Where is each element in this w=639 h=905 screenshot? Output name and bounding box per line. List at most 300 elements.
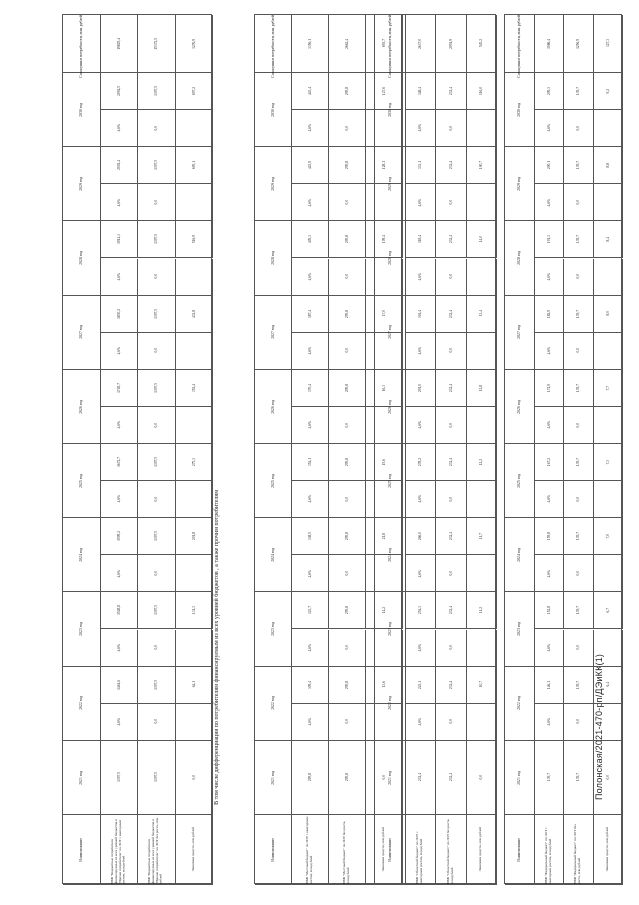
row-value: 232,4 <box>448 309 453 318</box>
year-header: 2025 год <box>270 473 275 488</box>
row-pct: 4,6% <box>307 346 312 355</box>
row-pct-cell <box>329 184 366 221</box>
year-header-cell <box>255 296 292 370</box>
row-label-cell <box>329 815 366 885</box>
row-pct: 0,0 <box>154 125 159 131</box>
row-label: Экономия средств, млн.рублей <box>381 827 386 872</box>
row-value: 232,4 <box>448 680 453 689</box>
row-value-cell <box>564 592 594 629</box>
row-label: НВВ "Местный бюджет" по ЭОТ без роста, млн.рублей <box>342 820 350 884</box>
row-pct: 0,0 <box>344 348 349 353</box>
row-pct: 0,0 <box>344 719 349 724</box>
row-label: НВВ "Областной бюджет" по ЭОТ без роста, млн.рублей <box>445 818 454 884</box>
row-value-cell <box>101 592 139 629</box>
row-total: 19825,4 <box>116 37 121 50</box>
row-value: 291,0 <box>418 383 423 392</box>
row-value: 139,7 <box>576 532 581 541</box>
year-header-cell <box>255 221 292 295</box>
year-header-cell <box>63 518 101 592</box>
row-value: 146,1 <box>546 680 551 689</box>
row-pct: 0,0 <box>154 571 159 576</box>
row-value: 1672,7 <box>116 457 121 467</box>
row-value: 352,4 <box>191 383 196 392</box>
row-pct-cell <box>594 333 624 370</box>
row-pct: 4,6% <box>116 346 121 355</box>
row-value-cell <box>176 667 214 704</box>
row-value-cell <box>329 73 366 110</box>
row-pct-cell <box>564 407 594 444</box>
year-header-cell <box>63 73 101 147</box>
row-value: 147,6 <box>381 87 386 96</box>
row-pct: 0,0 <box>448 422 453 428</box>
row-value-cell <box>564 444 594 481</box>
row-value-cell <box>436 147 467 184</box>
row-value-cell <box>138 741 176 815</box>
row-value-cell <box>176 444 214 481</box>
row-total-cell <box>329 15 366 73</box>
row-pct: 0,0 <box>576 645 581 650</box>
row-value: 232,4 <box>448 606 453 615</box>
row-pct-cell <box>535 481 565 518</box>
row-pct-cell <box>535 333 565 370</box>
row-pct: 0,0 <box>576 125 581 131</box>
row-pct-cell <box>436 630 467 667</box>
row-value: 1397,5 <box>154 457 159 467</box>
row-value-cell <box>101 370 139 407</box>
row-value: 232,4 <box>448 458 453 467</box>
row-value: 309,4 <box>307 680 312 689</box>
year-header-cell <box>63 147 101 221</box>
year-header: 2026 год <box>270 399 275 414</box>
row-value-cell <box>176 147 214 184</box>
row-value: 139,7 <box>576 458 581 467</box>
total-header: Совокупные потребности, млн. рублей <box>387 15 392 78</box>
year-header-cell <box>375 370 406 444</box>
row-value: 295,8 <box>344 680 349 689</box>
row-value-cell <box>292 73 329 110</box>
row-value: 8,8 <box>605 162 610 168</box>
row-value: 14,2 <box>381 607 386 614</box>
row-pct-cell <box>436 555 467 592</box>
row-value-cell <box>406 592 437 629</box>
row-value: 232,4 <box>418 773 423 782</box>
row-label-cell <box>406 815 437 885</box>
row-value: 139,7 <box>576 680 581 689</box>
year-header: 2028 год <box>387 251 392 265</box>
row-value: 295,8 <box>344 235 349 244</box>
row-pct-cell <box>594 407 624 444</box>
row-value: 0,0 <box>479 775 484 780</box>
row-value-cell <box>535 147 565 184</box>
row-pct-cell <box>467 259 498 296</box>
total-header: Совокупные потребности, млн. рублей <box>79 15 84 78</box>
row-value-cell <box>292 444 329 481</box>
row-value: 295,8 <box>344 458 349 467</box>
row-value-cell <box>467 741 498 815</box>
year-header-cell <box>505 444 535 518</box>
row-value: 139,7 <box>576 383 581 392</box>
row-value: 209,3 <box>546 87 551 96</box>
year-header: 2024 год <box>79 547 84 562</box>
row-value: 159,8 <box>546 532 551 541</box>
row-pct: 0,0 <box>344 645 349 650</box>
year-header: 2027 год <box>387 325 392 340</box>
row-value: 139,7 <box>576 235 581 244</box>
row-pct-cell <box>101 555 139 592</box>
row-value: 17,0 <box>381 310 386 317</box>
row-pct-cell <box>467 481 498 518</box>
row-pct: 0,0 <box>448 571 453 576</box>
row-value-cell <box>594 370 624 407</box>
year-header: 2024 год <box>270 547 275 562</box>
row-pct: 0,0 <box>576 348 581 353</box>
row-pct: 0,0 <box>344 125 349 131</box>
row-total: 327,3 <box>605 39 610 48</box>
row-value: 323,7 <box>307 606 312 615</box>
row-pct-cell <box>564 481 594 518</box>
year-header-cell <box>375 73 406 147</box>
row-value: 370,4 <box>307 383 312 392</box>
row-value: 1397,5 <box>116 772 121 783</box>
year-header: 2030 год <box>517 102 522 117</box>
row-pct-cell <box>101 407 139 444</box>
row-value: 1397,5 <box>154 772 159 783</box>
row-total: 1256,9 <box>576 38 581 49</box>
row-total: 3276,9 <box>191 38 196 49</box>
year-header: 2026 год <box>79 399 84 414</box>
name-header-cell <box>505 815 535 885</box>
row-pct: 4,6% <box>546 495 551 503</box>
row-pct: 4,6% <box>546 569 551 578</box>
row-label: Экономия средств, млн.рублей <box>478 827 483 872</box>
row-value-cell <box>594 444 624 481</box>
row-pct-cell <box>467 630 498 667</box>
name-header-cell <box>255 815 292 885</box>
row-value-cell <box>101 73 139 110</box>
row-value-cell <box>101 518 139 555</box>
year-header: 2021 год <box>270 770 275 785</box>
name-header-cell <box>63 815 101 885</box>
row-value: 232,4 <box>448 383 453 392</box>
row-pct: 0,0 <box>344 496 349 502</box>
year-header-cell <box>505 592 535 666</box>
row-value-cell <box>292 147 329 184</box>
row-pct: 0,0 <box>576 422 581 428</box>
row-pct-cell <box>594 704 624 741</box>
row-value-cell <box>406 296 437 333</box>
year-header-cell <box>375 296 406 370</box>
row-value: 333,1 <box>418 161 423 170</box>
row-value: 174,9 <box>546 383 551 392</box>
row-value: 2002,4 <box>116 160 121 171</box>
table-3 <box>374 14 496 884</box>
year-header-cell <box>505 370 535 444</box>
row-total: 693,7 <box>381 39 386 48</box>
row-value: 1599,2 <box>116 531 121 542</box>
row-pct-cell <box>176 184 214 221</box>
total-header: Совокупные потребности, млн. рублей <box>517 15 522 78</box>
row-value-cell <box>564 741 594 815</box>
row-pct-cell <box>406 481 437 518</box>
row-total-cell <box>292 15 329 73</box>
row-value-cell <box>564 667 594 704</box>
row-label: НВВ "Федеральный бюджет" по ЭОТ без роста, млн.рублей <box>573 824 582 884</box>
row-value-cell <box>138 444 176 481</box>
row-value-cell <box>101 296 139 333</box>
year-header: 2027 год <box>79 325 84 340</box>
row-value-cell <box>329 518 366 555</box>
year-header-cell <box>375 444 406 518</box>
year-header: 2027 год <box>517 325 522 340</box>
row-pct: 0,0 <box>576 571 581 576</box>
row-value: 201,8 <box>191 532 196 541</box>
row-total: 2662,4 <box>344 38 349 49</box>
row-value: 13,4 <box>479 310 484 317</box>
row-pct-cell <box>176 555 214 592</box>
row-total: 3356,1 <box>307 38 312 49</box>
row-value-cell <box>467 370 498 407</box>
name-header-cell <box>375 815 406 885</box>
row-value: 295,8 <box>344 87 349 96</box>
year-header-cell <box>375 221 406 295</box>
year-header-cell <box>505 147 535 221</box>
row-value-cell <box>176 592 214 629</box>
row-pct: 0,0 <box>344 571 349 576</box>
row-pct-cell <box>101 481 139 518</box>
year-header: 2023 год <box>270 622 275 636</box>
row-total: 2637,0 <box>418 38 423 49</box>
row-value: 1749,7 <box>116 382 121 393</box>
row-pct: 4,6% <box>116 421 121 429</box>
row-value: 1397,5 <box>154 308 159 319</box>
row-value: 0,0 <box>191 775 196 780</box>
row-value: 0,0 <box>605 775 610 780</box>
row-value-cell <box>535 667 565 704</box>
row-value-cell <box>535 73 565 110</box>
row-pct-cell <box>467 184 498 221</box>
year-header: 2021 год <box>517 770 522 785</box>
row-value: 6,4 <box>605 682 610 687</box>
row-pct: 0,0 <box>154 274 159 279</box>
row-pct: 0,0 <box>576 200 581 205</box>
row-pct-cell <box>329 481 366 518</box>
row-pct: 4,6% <box>418 421 423 429</box>
row-value-cell <box>436 73 467 110</box>
row-value: 1397,5 <box>154 86 159 96</box>
row-value: 200,1 <box>546 161 551 170</box>
row-pct-cell <box>176 407 214 444</box>
row-value-cell <box>101 667 139 704</box>
row-value: 295,8 <box>344 161 349 170</box>
year-header: 2022 год <box>270 696 275 711</box>
row-pct: 4,6% <box>546 198 551 207</box>
row-pct: 4,6% <box>546 272 551 281</box>
row-pct: 0,0 <box>448 719 453 724</box>
row-value: 139,7 <box>576 606 581 615</box>
row-value-cell <box>467 147 498 184</box>
year-header-cell <box>375 667 406 741</box>
row-pct-cell <box>292 259 329 296</box>
row-pct-cell <box>594 630 624 667</box>
row-value: 64,1 <box>191 681 196 688</box>
row-value: 275,3 <box>191 458 196 467</box>
row-pct: 4,6% <box>307 717 312 726</box>
row-value-cell <box>436 296 467 333</box>
row-pct-cell <box>101 184 139 221</box>
row-pct-cell <box>329 704 366 741</box>
row-value-cell <box>467 296 498 333</box>
row-value: 278,2 <box>418 458 423 467</box>
row-pct-cell <box>594 555 624 592</box>
row-pct-cell <box>436 407 467 444</box>
year-header: 2026 год <box>517 399 522 414</box>
row-value: 0,0 <box>381 775 386 780</box>
row-pct: 4,6% <box>307 643 312 652</box>
year-header-cell <box>255 444 292 518</box>
row-value-cell <box>329 221 366 258</box>
row-value-cell <box>436 444 467 481</box>
year-header: 2021 год <box>79 770 84 785</box>
row-pct-cell <box>329 110 366 147</box>
name-header: Наименование <box>387 837 392 862</box>
row-pct: 4,6% <box>546 643 551 652</box>
name-header: Наименование <box>517 837 522 862</box>
row-value-cell <box>101 147 139 184</box>
year-header-cell <box>375 592 406 666</box>
year-header-cell <box>255 147 292 221</box>
row-total: 15372,5 <box>154 37 159 50</box>
year-header: 2023 год <box>387 622 392 636</box>
year-header: 2025 год <box>387 473 392 488</box>
year-header: 2026 год <box>387 399 392 414</box>
row-value-cell <box>138 370 176 407</box>
row-pct-cell <box>329 555 366 592</box>
row-total-cell <box>138 15 176 73</box>
row-value-cell <box>138 592 176 629</box>
row-pct: 4,6% <box>116 124 121 132</box>
row-label-cell <box>535 815 565 885</box>
row-value-cell <box>292 221 329 258</box>
row-pct: 4,6% <box>418 643 423 652</box>
row-value-cell <box>594 221 624 258</box>
row-pct: 0,0 <box>154 348 159 353</box>
row-value-cell <box>329 741 366 815</box>
row-value-cell <box>535 370 565 407</box>
row-pct-cell <box>535 110 565 147</box>
row-value: 182,9 <box>546 309 551 318</box>
row-value: 295,8 <box>344 309 349 318</box>
row-value-cell <box>594 518 624 555</box>
row-value: 232,4 <box>448 773 453 782</box>
row-value: 405,3 <box>307 235 312 244</box>
year-header: 2027 год <box>270 325 275 340</box>
row-value-cell <box>535 444 565 481</box>
row-pct-cell <box>329 333 366 370</box>
row-value: 11,2 <box>479 607 484 614</box>
row-label: НВВ "Областной бюджет" по ЭОТ с ежегодным ростом, млн.рублей <box>415 831 424 884</box>
row-pct: 0,0 <box>344 200 349 205</box>
row-pct-cell <box>406 259 437 296</box>
year-header: 2029 год <box>517 176 522 191</box>
row-value: 7,7 <box>605 385 610 391</box>
row-value-cell <box>594 741 624 815</box>
row-value-cell <box>594 592 624 629</box>
row-label: НВВ "Бюджетные потребители финансируемые из всех уровней бюджетов и "Прочие потребители" по ЭОТ с ежегодным ростом, млн.рублей <box>109 819 126 884</box>
row-value: 14,0 <box>479 236 484 243</box>
row-value: 2094,5 <box>116 86 121 96</box>
row-label-cell <box>467 815 498 885</box>
row-value-cell <box>535 296 565 333</box>
year-header-cell <box>505 667 535 741</box>
row-value: 139,7 <box>546 773 551 782</box>
row-value: 516,9 <box>191 235 196 244</box>
row-pct-cell <box>329 630 366 667</box>
row-value-cell <box>329 147 366 184</box>
row-pct-cell <box>138 555 176 592</box>
row-pct-cell <box>176 333 214 370</box>
row-total-cell <box>176 15 214 73</box>
row-pct: 0,0 <box>154 422 159 428</box>
row-total-cell <box>101 15 139 73</box>
row-pct: 4,6% <box>307 569 312 578</box>
row-value: 6,7 <box>605 608 610 613</box>
year-header-cell <box>505 296 535 370</box>
row-value: 16,3 <box>381 384 386 391</box>
row-value-cell <box>292 592 329 629</box>
document-stamp: Полонская/2021-470-рп/ДЭиКК(1) <box>594 653 604 800</box>
row-value: 191,3 <box>546 235 551 244</box>
row-value-cell <box>564 370 594 407</box>
row-pct: 4,6% <box>546 346 551 355</box>
row-value: 139,7 <box>576 161 581 170</box>
row-pct-cell <box>138 333 176 370</box>
row-value-cell <box>176 221 214 258</box>
row-pct-cell <box>436 704 467 741</box>
row-value-cell <box>467 444 498 481</box>
row-pct-cell <box>138 481 176 518</box>
year-header: 2029 год <box>270 176 275 191</box>
row-value-cell <box>564 221 594 258</box>
name-header: Наименование <box>79 837 84 862</box>
row-value: 348,4 <box>418 87 423 96</box>
row-pct-cell <box>176 110 214 147</box>
year-header-cell <box>375 741 406 815</box>
row-value: 1397,5 <box>154 605 159 616</box>
row-value-cell <box>594 667 624 704</box>
row-value: 1461,6 <box>116 679 121 690</box>
row-label: НВВ "Бюджетные потребители финансируемые из всех уровней бюджетов и "Прочие потребители" по ЭОТ без роста, млн. рублей <box>147 816 164 884</box>
row-value-cell <box>535 518 565 555</box>
row-pct: 4,6% <box>418 495 423 503</box>
row-value: 232,4 <box>448 87 453 96</box>
row-value: 318,4 <box>418 235 423 244</box>
row-value: 232,4 <box>448 532 453 541</box>
row-value-cell <box>406 444 437 481</box>
row-pct: 0,0 <box>448 125 453 131</box>
row-total: 1586,4 <box>546 38 551 49</box>
row-label: Экономия средств, млн.рублей <box>190 827 195 872</box>
row-value: 232,4 <box>448 235 453 244</box>
row-pct-cell <box>564 555 594 592</box>
year-header-cell <box>375 147 406 221</box>
row-pct-cell <box>138 630 176 667</box>
row-pct: 0,0 <box>448 274 453 279</box>
row-pct-cell <box>138 110 176 147</box>
year-header: 2024 год <box>387 547 392 562</box>
row-value-cell <box>436 592 467 629</box>
row-pct-cell <box>101 704 139 741</box>
row-value: 1397,5 <box>154 531 159 542</box>
